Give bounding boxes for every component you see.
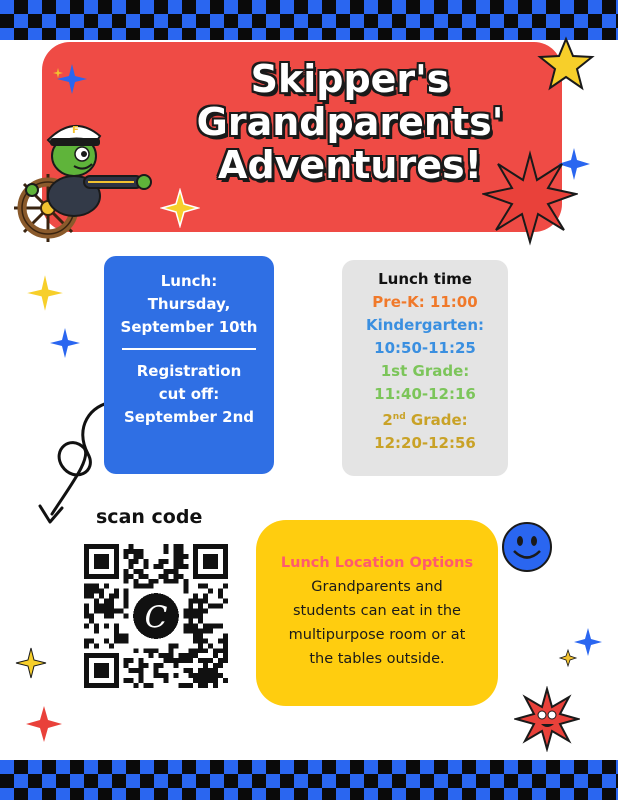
lunch-location-card <box>256 520 498 706</box>
location-line-4: the tables outside. <box>309 651 445 667</box>
lunch-label: Lunch: <box>160 272 218 290</box>
sparkle-icon <box>24 704 64 744</box>
location-line-1: Grandparents and <box>311 579 443 595</box>
second-grade-suffix: nd <box>392 412 406 422</box>
first-grade-label: 1st Grade: <box>380 362 470 380</box>
kindergarten-time: 10:50-11:25 <box>374 339 476 357</box>
starburst-icon <box>482 150 578 246</box>
location-line-2: students can eat in the <box>293 603 461 619</box>
qr-code-icon[interactable] <box>84 544 228 688</box>
starburst-icon <box>514 686 580 752</box>
sparkle-icon <box>14 646 48 680</box>
location-heading: Lunch Location Options <box>280 555 474 571</box>
lunch-time-card <box>342 260 508 476</box>
turtle-mascot-icon <box>4 112 154 247</box>
lunch-date: September 10th <box>120 318 258 336</box>
smiley-icon <box>500 520 554 574</box>
qr-center-letter: C <box>144 600 168 636</box>
title-line-1: Skipper's <box>250 57 450 101</box>
second-grade-number: 2 <box>382 411 393 429</box>
bottom-checker-border <box>0 760 618 800</box>
location-line-3: multipurpose room or at <box>288 627 466 643</box>
scan-code-label: scan code <box>96 506 203 528</box>
title-line-2: Grandparents' <box>196 100 504 144</box>
top-checker-border <box>0 0 618 40</box>
registration-label-2: cut off: <box>158 385 220 403</box>
registration-date: September 2nd <box>123 408 255 426</box>
sparkle-icon <box>160 188 200 228</box>
lunch-time-heading: Lunch time <box>378 270 472 288</box>
prek-time: Pre-K: 11:00 <box>372 293 478 311</box>
cap-letter: F <box>72 125 79 136</box>
sparkle-icon <box>48 326 82 360</box>
lunch-date-card <box>104 256 274 474</box>
second-grade-label <box>342 406 508 432</box>
lunch-day: Thursday, <box>147 295 231 313</box>
card-divider <box>122 348 256 350</box>
registration-label-1: Registration <box>136 362 242 380</box>
kindergarten-label: Kindergarten: <box>365 316 485 334</box>
sparkle-icon <box>556 626 606 672</box>
star-icon <box>536 36 596 92</box>
second-grade-word: Grade: <box>405 411 468 429</box>
sparkle-icon <box>52 60 102 100</box>
second-grade-time: 12:20-12:56 <box>374 434 476 452</box>
title-line-3: Adventures! <box>218 143 482 187</box>
first-grade-time: 11:40-12:16 <box>374 385 476 403</box>
sparkle-icon <box>22 270 68 316</box>
